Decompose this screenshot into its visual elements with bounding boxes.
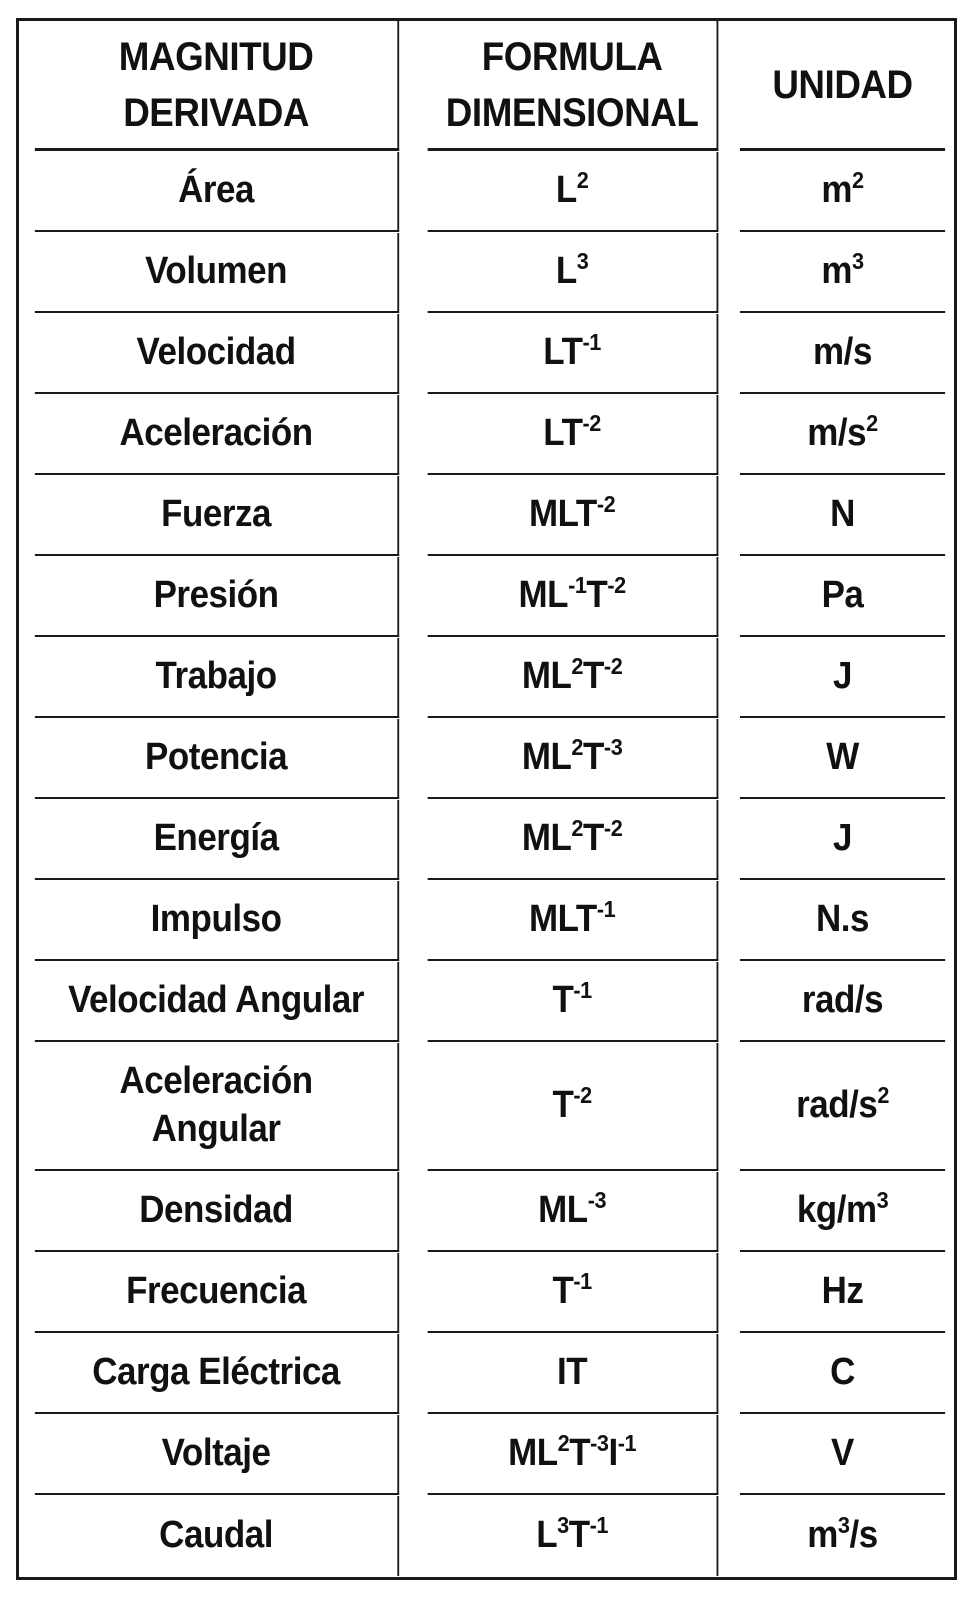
base-text: T [569, 1432, 591, 1475]
unidad-expression [797, 1187, 888, 1235]
formula-cell [428, 152, 719, 232]
base-text: J [832, 817, 852, 860]
exponent: 2 [576, 167, 589, 194]
unidad-expression [833, 653, 852, 701]
unidad-expression [822, 572, 864, 620]
magnitud-cell [35, 1334, 399, 1414]
formula-cell [428, 962, 719, 1042]
base-text: I [608, 1432, 618, 1475]
unidad-expression [830, 1349, 855, 1397]
base-text: T [552, 1084, 574, 1127]
unidad-cell [740, 881, 945, 961]
header-formula [428, 21, 719, 151]
magnitud-cell [35, 1172, 399, 1252]
exponent: 3 [852, 248, 864, 275]
base-text: T [583, 817, 604, 860]
base-text: L [536, 1514, 558, 1557]
unidad-expression [816, 896, 869, 944]
base-text: L [555, 250, 577, 293]
base-text: Pa [821, 574, 864, 617]
magnitud-cell [35, 476, 399, 556]
unidad-cell [740, 800, 945, 880]
formula-cell [428, 557, 719, 637]
exponent: -2 [582, 410, 601, 437]
magnitud-cell [35, 314, 399, 394]
magnitud-cell [35, 1253, 399, 1333]
exponent: -1 [582, 329, 601, 356]
magnitud-label: Presión [153, 574, 279, 617]
formula-cell [428, 1415, 719, 1495]
unidad-cell [740, 1172, 945, 1252]
unidad-expression [831, 1430, 854, 1478]
base-text: T [583, 655, 604, 698]
base-text: MLT [528, 493, 597, 536]
magnitud-cell [35, 395, 399, 475]
formula-cell [428, 800, 719, 880]
formula-expression [529, 896, 615, 944]
formula-expression [557, 1349, 587, 1397]
magnitud-label: Potencia [145, 736, 288, 779]
base-text: ML [538, 1189, 588, 1232]
unidad-expression [833, 815, 852, 863]
magnitud-label: Carga Eléctrica [92, 1351, 340, 1394]
header-unidad [740, 21, 945, 151]
exponent: 2 [557, 1430, 570, 1457]
exponent: 2 [571, 653, 584, 679]
unidad-cell [740, 1415, 945, 1495]
magnitud-label: Trabajo [155, 655, 277, 698]
base-text: C [830, 1351, 855, 1394]
formula-expression [522, 734, 622, 782]
exponent: -3 [590, 1430, 609, 1457]
magnitud-cell [35, 881, 399, 961]
exponent: 2 [571, 733, 584, 760]
formula-cell [428, 1172, 719, 1252]
formula-expression [529, 491, 615, 539]
formula-expression [543, 329, 601, 377]
magnitud-cell [35, 1496, 399, 1576]
formula-expression [538, 1187, 606, 1235]
formula-expression [552, 977, 591, 1025]
exponent: -1 [589, 1512, 608, 1538]
formula-cell [428, 1043, 719, 1171]
base-text: Hz [821, 1270, 864, 1313]
formula-expression [508, 1430, 636, 1478]
magnitud-label: Velocidad [136, 331, 296, 374]
exponent: -2 [603, 653, 623, 679]
unidad-expression [821, 167, 863, 215]
formula-expression [543, 410, 601, 458]
magnitud-cell [35, 152, 399, 232]
base-text: ML [518, 574, 569, 617]
unidad-cell [740, 962, 945, 1042]
magnitud-label: Energía [153, 817, 279, 860]
formula-cell [428, 638, 719, 718]
unidad-expression [802, 977, 883, 1025]
unidad-expression [826, 734, 859, 782]
magnitud-label: Impulso [150, 898, 282, 941]
magnitud-cell [35, 638, 399, 718]
exponent: -2 [573, 1082, 592, 1108]
magnitud-label: Volumen [145, 250, 287, 293]
base-text: W [826, 736, 859, 779]
exponent: 3 [837, 1512, 850, 1538]
magnitud-cell [35, 1415, 399, 1495]
base-text: J [832, 655, 852, 698]
header-unidad-label: UNIDAD [772, 62, 913, 107]
exponent: 2 [877, 1082, 889, 1108]
magnitud-label: Área [178, 169, 255, 212]
formula-expression [522, 653, 622, 701]
exponent: -1 [617, 1430, 637, 1457]
formula-expression [519, 572, 626, 620]
exponent: 2 [571, 814, 584, 841]
exponent: 3 [557, 1512, 569, 1538]
base-text: T [552, 979, 574, 1021]
exponent: -1 [596, 895, 616, 922]
magnitud-cell [35, 233, 399, 313]
unidad-cell [740, 719, 945, 799]
unidad-cell [740, 638, 945, 718]
exponent: -2 [596, 491, 616, 518]
formula-expression [552, 1082, 591, 1130]
base-text: N [830, 493, 855, 536]
base-text: T [568, 1514, 590, 1557]
header-formula-label: FORMULA DIMENSIONAL [445, 34, 699, 135]
unidad-cell [740, 1043, 945, 1171]
exponent: -2 [607, 572, 626, 599]
formula-expression [556, 248, 589, 296]
header-magnitud-label: MAGNITUD DERIVADA [118, 34, 314, 135]
base-text: kg/m [796, 1189, 877, 1232]
formula-cell [428, 314, 719, 394]
magnitud-label: Velocidad Angular [68, 979, 365, 1021]
magnitud-cell [35, 1043, 399, 1171]
formula-cell [428, 1253, 719, 1333]
unidad-cell [740, 1253, 945, 1333]
unidad-cell [740, 395, 945, 475]
header-magnitud [35, 21, 399, 151]
formula-expression [552, 1268, 591, 1316]
formula-cell [428, 1334, 719, 1414]
formula-cell [428, 881, 719, 961]
base-text: ML [521, 736, 572, 779]
magnitud-label: Frecuencia [126, 1270, 307, 1313]
base-text: ML [521, 817, 572, 860]
base-text: L [555, 169, 577, 212]
magnitud-label: Densidad [139, 1189, 293, 1232]
base-text: N.s [815, 898, 870, 941]
unidad-cell [740, 152, 945, 232]
magnitud-label: Caudal [159, 1514, 273, 1557]
base-text: IT [557, 1351, 588, 1394]
formula-cell [428, 719, 719, 799]
base-text: ML [521, 655, 572, 698]
formula-cell [428, 1496, 719, 1576]
formula-cell [428, 233, 719, 313]
exponent: 3 [576, 248, 589, 275]
exponent: -1 [573, 976, 592, 1003]
unidad-cell [740, 233, 945, 313]
base-text: MLT [528, 898, 597, 941]
exponent: -1 [568, 572, 587, 599]
unidad-expression [813, 329, 872, 377]
unidad-cell [740, 1334, 945, 1414]
exponent: 3 [876, 1187, 889, 1214]
unidad-expression [822, 1268, 864, 1316]
base-text: m [821, 169, 853, 212]
unidad-expression [830, 491, 855, 539]
unidad-cell [740, 557, 945, 637]
exponent: -2 [603, 814, 623, 841]
unidad-cell [740, 476, 945, 556]
unidad-expression [807, 1512, 877, 1560]
base-text: T [586, 574, 608, 617]
formula-expression [556, 167, 589, 215]
exponent: -3 [603, 733, 623, 760]
base-text: T [552, 1270, 574, 1313]
base-text: /s [849, 1514, 878, 1557]
formula-cell [428, 476, 719, 556]
base-text: rad/s [796, 1084, 878, 1127]
unidad-expression [807, 410, 877, 458]
magnitud-label: Aceleración Angular [119, 1060, 313, 1150]
exponent: 2 [866, 410, 878, 437]
formula-cell [428, 395, 719, 475]
magnitud-label: Aceleración [119, 412, 313, 455]
base-text: m/s [807, 412, 867, 455]
base-text: LT [543, 331, 583, 374]
base-text: V [831, 1432, 854, 1475]
unidad-expression [796, 1082, 889, 1130]
formula-expression [522, 815, 622, 863]
exponent: -1 [573, 1268, 592, 1295]
unidad-expression [821, 248, 863, 296]
exponent: 2 [852, 167, 864, 194]
base-text: m [821, 250, 853, 293]
base-text: m [807, 1514, 838, 1557]
magnitud-label: Voltaje [161, 1432, 271, 1475]
base-text: rad/s [801, 979, 884, 1021]
exponent: -3 [587, 1187, 607, 1214]
base-text: m/s [813, 331, 872, 374]
derived-magnitudes-table [16, 18, 957, 1580]
unidad-cell [740, 314, 945, 394]
magnitud-label: Fuerza [161, 493, 272, 536]
base-text: ML [508, 1432, 558, 1475]
magnitud-cell [35, 557, 399, 637]
magnitud-cell [35, 962, 399, 1042]
formula-expression [536, 1512, 608, 1560]
unidad-cell [740, 1496, 945, 1576]
magnitud-cell [35, 800, 399, 880]
base-text: LT [543, 412, 583, 455]
base-text: T [583, 736, 604, 779]
magnitud-cell [35, 719, 399, 799]
